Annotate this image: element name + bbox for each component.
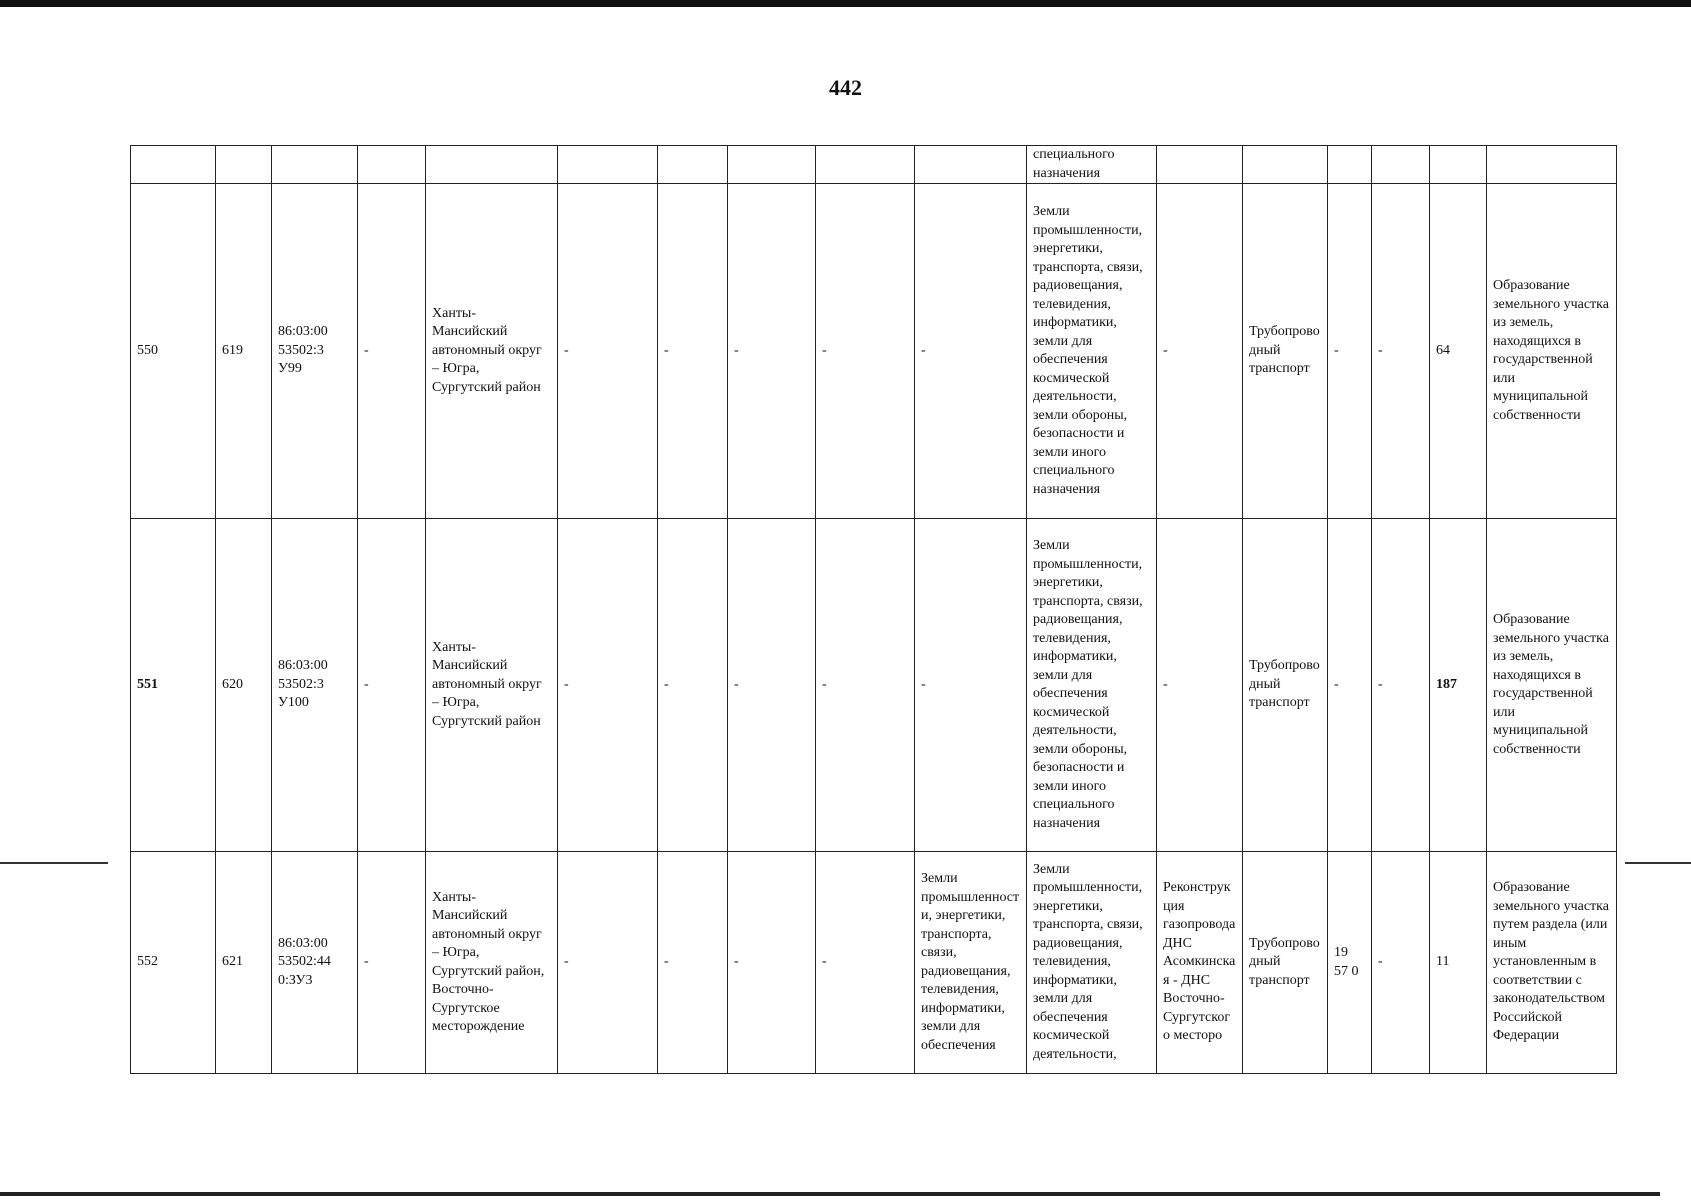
cell-c7: [658, 146, 728, 184]
cell-c8: -: [728, 184, 816, 519]
cell-c9: -: [816, 184, 915, 519]
cell-area: 11: [1430, 852, 1487, 1074]
cell-c9: [816, 146, 915, 184]
cell-num: 550: [131, 184, 216, 519]
cell-c6: -: [558, 519, 658, 852]
cell-purpose: -: [1157, 184, 1243, 519]
cell-use: Трубопроводный транспорт: [1243, 852, 1328, 1074]
cell-id: 620: [216, 519, 272, 852]
page-number: 442: [829, 75, 862, 100]
cell-id: 619: [216, 184, 272, 519]
cell-c6: [558, 146, 658, 184]
cell-c14: 19 57 0: [1328, 852, 1372, 1074]
cell-location: Ханты-Мансийский автономный округ – Югра, Сургутский район: [426, 184, 558, 519]
cell-purpose: -: [1157, 519, 1243, 852]
cell-c4: -: [358, 519, 426, 852]
cell-area: 187: [1430, 519, 1487, 852]
cell-c15: -: [1372, 184, 1430, 519]
cell-use: Трубопроводный транспорт: [1243, 184, 1328, 519]
cell-c4: [358, 146, 426, 184]
cell-c8: -: [728, 519, 816, 852]
cell-note: Образование земельного участка из земель, находящихся в государственной или муниципальной собственности: [1487, 519, 1617, 852]
cell-num: 551: [131, 519, 216, 852]
cell-use: [1243, 146, 1328, 184]
cell-c15: -: [1372, 519, 1430, 852]
cell-c6: -: [558, 184, 658, 519]
cell-note: Образование земельного участка из земель, находящихся в государственной или муниципальной собственности: [1487, 184, 1617, 519]
cell-c8: [728, 146, 816, 184]
cell-c10: Земли промышленности, энергетики, транспорта, связи, радиовещания, телевидения, информатики, земли для обеспечения: [915, 852, 1027, 1074]
cell-note: [1487, 146, 1617, 184]
cell-c10: [915, 146, 1027, 184]
cell-land-category: Земли промышленности, энергетики, транспорта, связи, радиовещания, телевидения, информатики, земли для обеспечения космической деятельности, земли обороны, безопасности и земли иного специального назначения: [1027, 519, 1157, 852]
cell-c14: -: [1328, 184, 1372, 519]
cell-land-category: Земли промышленности, энергетики, транспорта, связи, радиовещания, телевидения, информатики, земли для обеспечения космической деятельности, земли обороны, безопасности и земли иного специального назначения: [1027, 184, 1157, 519]
cell-land-category: Земли промышленности, энергетики, транспорта, связи, радиовещания, телевидения, информатики, земли для обеспечения космической деятельности,: [1027, 852, 1157, 1074]
cell-c7: -: [658, 184, 728, 519]
scan-edge-bottom: [0, 1192, 1660, 1196]
scan-mark-left: [0, 862, 108, 864]
cell-id: [216, 146, 272, 184]
scan-mark-right: [1625, 862, 1691, 864]
cell-num: [131, 146, 216, 184]
table-row: [131, 184, 1617, 519]
cell-location: [426, 146, 558, 184]
cell-c15: -: [1372, 852, 1430, 1074]
cell-cadastral: [272, 146, 358, 184]
cell-id: 621: [216, 852, 272, 1074]
table-row: [131, 852, 1617, 1074]
cell-note: Образование земельного участка путем раздела (или иным установленным в соответствии с законодательством Российской Федерации: [1487, 852, 1617, 1074]
cell-num: 552: [131, 852, 216, 1074]
cell-c8: -: [728, 852, 816, 1074]
cell-c4: -: [358, 184, 426, 519]
cell-purpose: [1157, 146, 1243, 184]
cell-area: [1430, 146, 1487, 184]
cell-land-category: специального назначения: [1027, 146, 1157, 184]
cell-c10: -: [915, 184, 1027, 519]
cell-location: Ханты-Мансийский автономный округ – Югра, Сургутский район, Восточно-Сургутское месторождение: [426, 852, 558, 1074]
scan-edge-top: [0, 0, 1691, 7]
cell-c7: -: [658, 852, 728, 1074]
cell-c9: -: [816, 852, 915, 1074]
cell-location: Ханты-Мансийский автономный округ – Югра, Сургутский район: [426, 519, 558, 852]
table-row: [131, 519, 1617, 852]
cell-cadastral: 86:03:00 53502:3 У99: [272, 184, 358, 519]
cell-area: 64: [1430, 184, 1487, 519]
cell-cadastral: 86:03:00 53502:3 У100: [272, 519, 358, 852]
cell-c9: -: [816, 519, 915, 852]
cell-cadastral: 86:03:00 53502:44 0:ЗУ3: [272, 852, 358, 1074]
cell-c7: -: [658, 519, 728, 852]
cell-c14: [1328, 146, 1372, 184]
cell-use: Трубопроводный транспорт: [1243, 519, 1328, 852]
cell-c6: -: [558, 852, 658, 1074]
cell-c4: -: [358, 852, 426, 1074]
land-registry-table: [130, 145, 1617, 1074]
table-row-continued: [131, 146, 1617, 184]
cell-c14: -: [1328, 519, 1372, 852]
cell-c15: [1372, 146, 1430, 184]
cell-c10: -: [915, 519, 1027, 852]
cell-purpose: Реконструкция газопровода ДНС Асомкинская - ДНС Восточно-Сургутского месторо: [1157, 852, 1243, 1074]
